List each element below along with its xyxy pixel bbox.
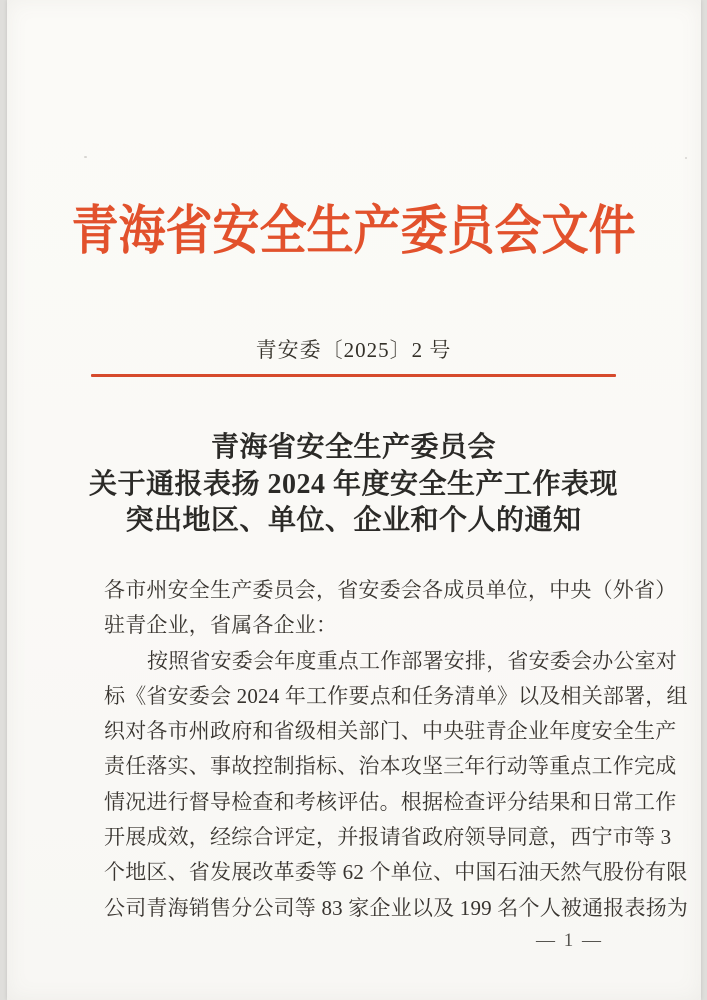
body-line: 驻青企业，省属各企业： xyxy=(104,613,338,638)
letterhead-text: 青海省安全生产委员会文件 xyxy=(71,202,636,261)
document-number: 青安委〔2025〕2 号 xyxy=(255,338,452,362)
scan-speck xyxy=(685,157,687,159)
scan-speck xyxy=(84,156,87,158)
body-line: 情况进行督导检查和考核评估。根据检查评分结果和日常工作 xyxy=(104,789,677,814)
letterhead-title xyxy=(0,193,707,260)
body-line: 公司青海销售分公司等 83 家企业以及 199 名个人被通报表扬为 xyxy=(104,895,689,920)
body-line: 开展成效，经综合评定，并报请省政府领导同意，西宁市等 3 xyxy=(104,825,672,850)
document-body xyxy=(104,573,689,926)
body-line: 各市州安全生产委员会，省安委会各成员单位，中央（外省） xyxy=(104,578,677,602)
notice-title-line: 关于通报表扬 2024 年度安全生产工作表现 xyxy=(88,468,618,500)
red-divider-line xyxy=(91,374,616,377)
body-line: 标《省安委会 2024 年工作要点和任务清单》以及相关部署，组 xyxy=(104,683,688,708)
notice-title-line: 青海省安全生产委员会 xyxy=(210,432,496,463)
notice-title-line: 突出地区、单位、企业和个人的通知 xyxy=(125,505,582,536)
body-line: 个地区、省发展改革委等 62 个单位、中国石油天然气股份有限 xyxy=(104,860,688,885)
body-line: 按照省安委会年度重点工作部署安排，省安委会办公室对 xyxy=(147,648,677,673)
notice-title xyxy=(0,430,707,540)
body-line: 责任落实、事故控制指标、治本攻坚三年行动等重点工作完成 xyxy=(104,754,677,779)
page-number: — 1 — xyxy=(536,930,603,951)
body-line: 织对各市州政府和省级相关部门、中央驻青企业年度安全生产 xyxy=(104,719,677,744)
